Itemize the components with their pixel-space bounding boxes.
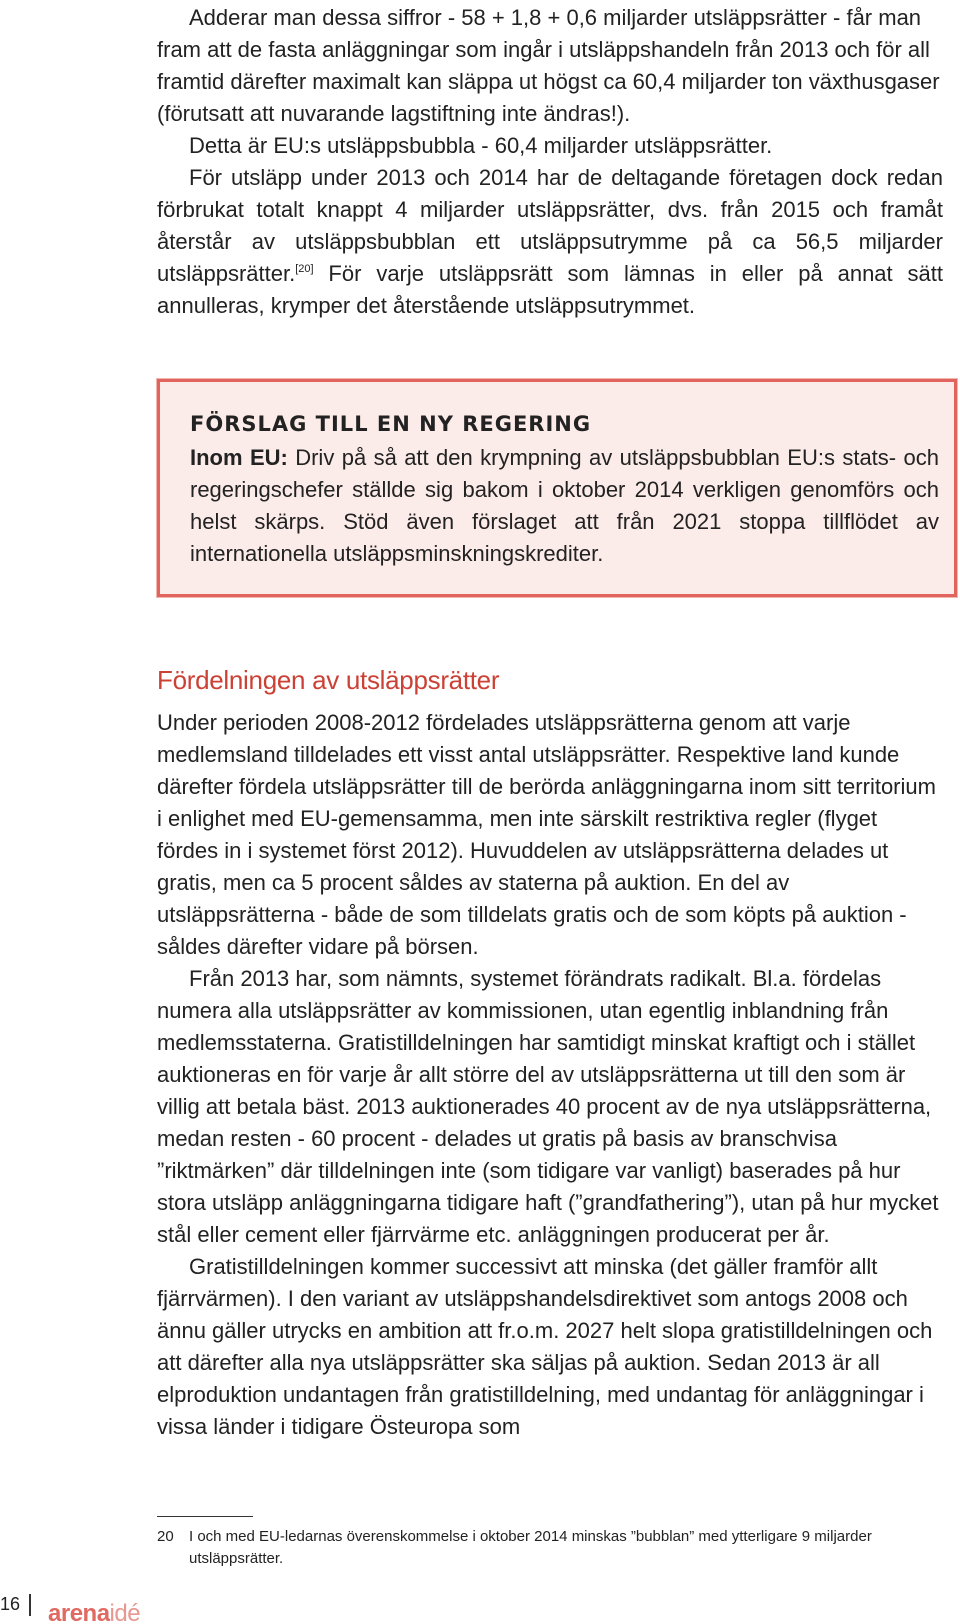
logo-light-text: idé (109, 1600, 141, 1624)
page-number: 16 (0, 1594, 21, 1614)
proposal-box (157, 379, 957, 597)
footnote-number: 20 (157, 1528, 174, 1545)
proposal-body (190, 442, 939, 570)
section-paragraph-2: Från 2013 har, som nämnts, systemet förändrats radikalt. Bl.a. fördelas numera alla utsläppsrätter av kommissionen, utan egentlig inblandning från medlemsstaterna. Gratistilldelningen har samtidigt minskat kraftigt och i stället auktioneras en för varje år allt större del av utsläppsrätterna ut till den som är villig att betala bäst. 2013 auktionerades 40 procent av de nya utsläppsrätterna, medan resten - 60 procent - delades ut gratis på basis av branschvisa ”riktmärken” där tilldelningen inte (som tidigare var vanligt) baserades på hur stora utsläpp anläggningarna tidigare haft (”grandfathering”), utan på hur mycket stål eller cement eller fjärrvärme etc. anläggningen producerat per år. (157, 966, 939, 1247)
proposal-lead: Inom EU: (190, 445, 288, 470)
section-body (157, 707, 943, 1443)
intro-paragraph-3-continued: För varje utsläppsrätt som lämnas in eller på annat sätt annulleras, krymper det återstående utsläppsutrymmet. (157, 261, 943, 318)
section-paragraph-1: Under perioden 2008-2012 fördelades utsläppsrätterna genom att varje medlemsland tilldelades ett visst antal utsläppsrätter. Respektive land kunde därefter fördela utsläppsrätter till de berörda anläggningarna inom sitt territorium i enlighet med EU-gemensamma, men inte särskilt restriktiva regler (flyget fördes in i systemet först 2012). Huvuddelen av utsläppsrätterna delades ut gratis, men ca 5 procent såldes av staterna på auktion. En del av utsläppsrätterna - både de som tilldelats gratis och de som köpts på auktion - såldes därefter vidare på börsen. (157, 710, 936, 959)
footnote (157, 1526, 947, 1570)
logo-main-text: arena (48, 1600, 110, 1624)
footnote-reference[interactable]: [20] (295, 263, 314, 275)
footnote-text: I och med EU-ledarnas överenskommelse i oktober 2014 minskas ”bubblan” med ytterligare 9 miljarder utsläppsrätter. (189, 1528, 872, 1567)
section-paragraph-3: Gratistilldelningen kommer successivt att minska (det gäller framför allt fjärrvärmen). I den variant av utsläppshandelsdirektivet som antogs 2008 och ännu gäller utrycks en ambition att fr.o.m. 2027 helt slopa gratistilldelningen och att därefter alla nya utsläppsrätter ska säljas på auktion. Sedan 2013 är all elproduktion undantagen från gratistilldelning, med undantag för anläggningar i vissa länder i tidigare Östeuropa som (157, 1254, 933, 1439)
section-title: Fördelningen av utsläppsrätter (157, 665, 500, 695)
arenaide-logo (48, 1597, 140, 1624)
intro-paragraph-1: Adderar man dessa siffror - 58 + 1,8 + 0,6 miljarder utsläppsrätter - får man fram att de fasta anläggningar som ingår i utsläppshandeln från 2013 och för all framtid därefter maximalt kan släppa ut högst ca 60,4 miljarder ton växthusgaser (förutsatt att nuvarande lagstiftning inte ändras!). (157, 5, 940, 126)
page-number-separator (29, 1594, 31, 1616)
footnote-divider (157, 1516, 253, 1517)
intro-paragraph-2: Detta är EU:s utsläppsbubbla - 60,4 miljarder utsläppsrätter. (189, 133, 773, 158)
proposal-text: Driv på så att den krympning av utsläppsbubblan EU:s stats- och regeringschefer ställde sig bakom i oktober 2014 verkligen genomförs och helst skärps. Stöd även förslaget att från 2021 stoppa tillflödet av internationella utsläppsminskningskrediter. (190, 445, 939, 566)
intro-paragraph-3-text: För utsläpp under 2013 och 2014 har de deltagande företagen dock redan förbrukat totalt knappt 4 miljarder utsläppsrätter, dvs. från 2015 och framåt återstår av utsläppsbubblan ett utsläppsutrymme på ca 56,5 miljarder utsläppsrätter. (157, 165, 943, 286)
proposal-heading: FÖRSLAG TILL EN NY REGERING (190, 412, 592, 436)
intro-paragraph-3 (157, 162, 943, 322)
intro-section (157, 2, 943, 322)
